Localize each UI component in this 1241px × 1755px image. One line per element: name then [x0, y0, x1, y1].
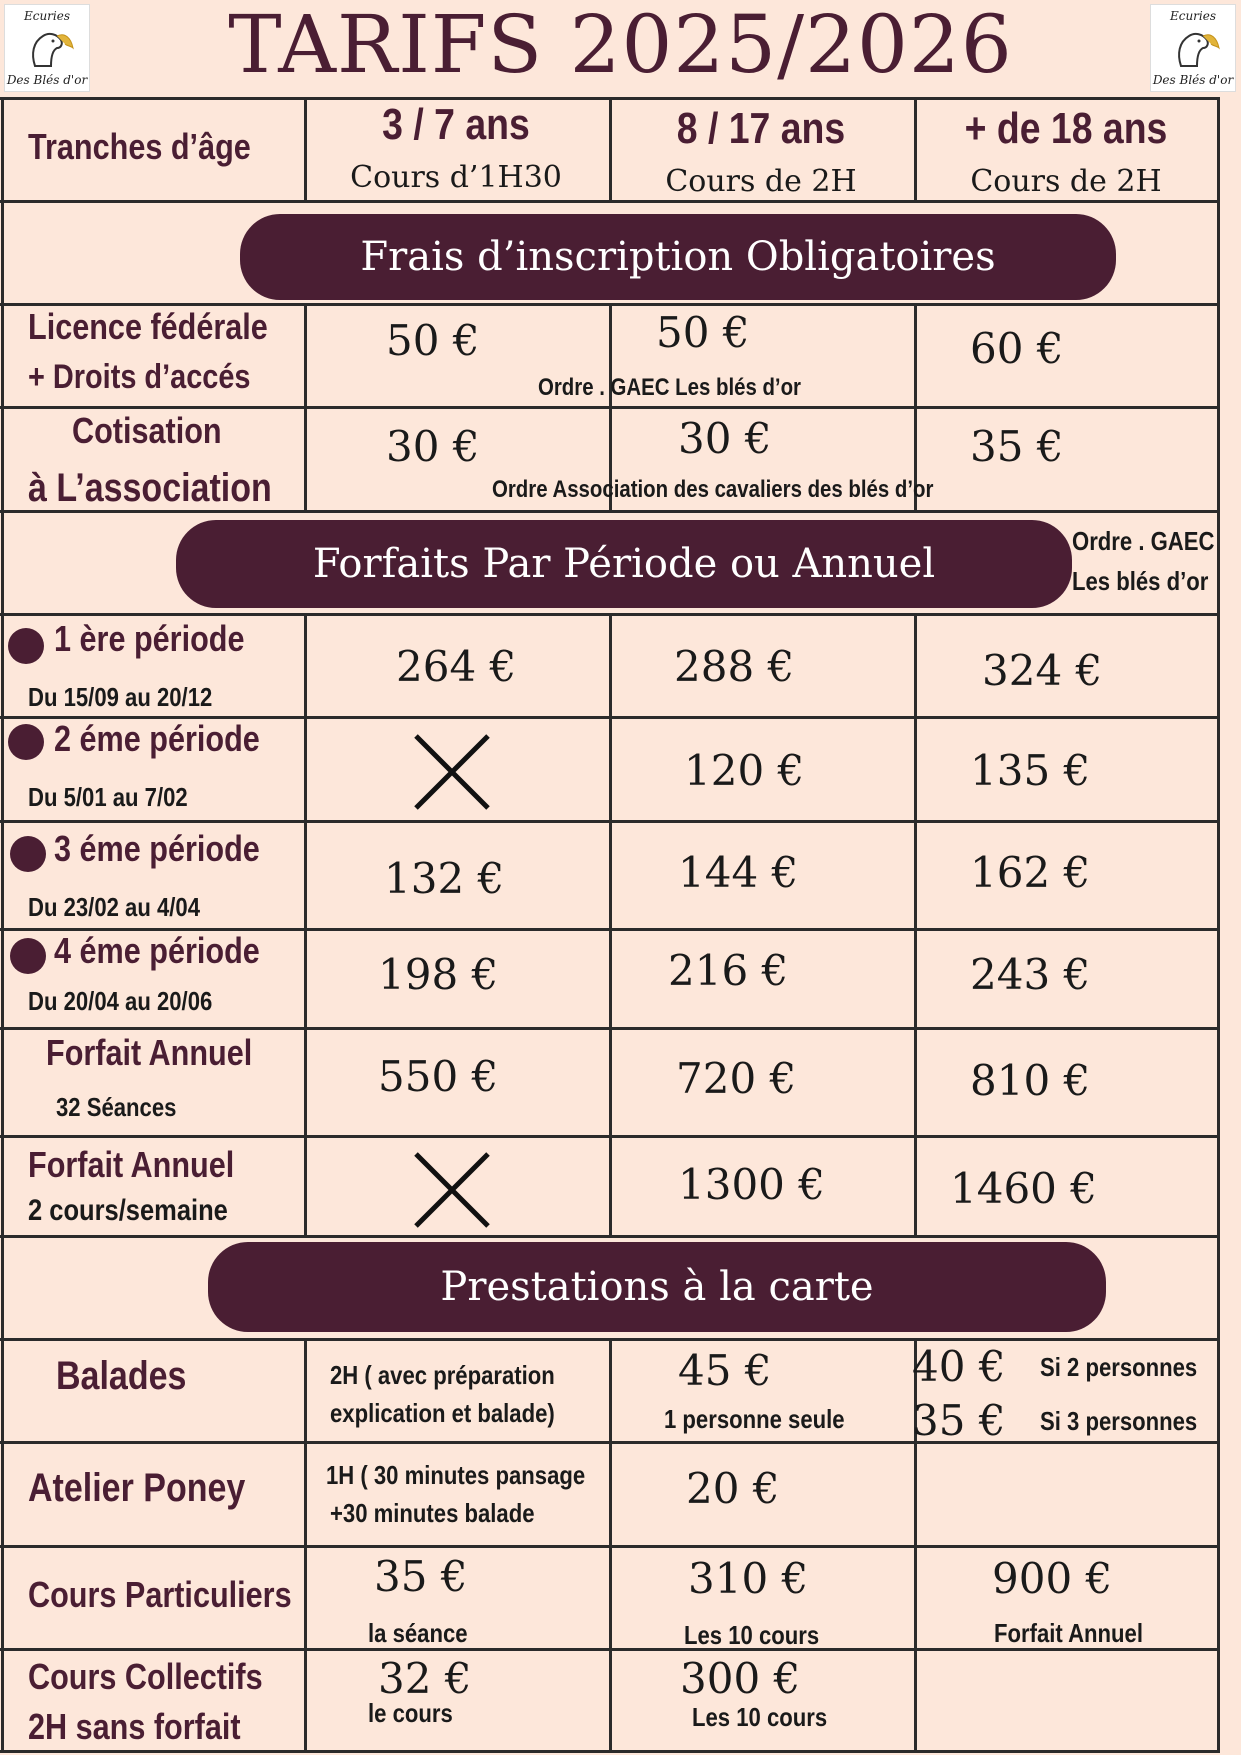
logo-text-bottom: Des Blés d'or	[1152, 73, 1234, 87]
period-1-price-1: 264 €	[396, 642, 517, 691]
collectifs-price-1: 32 €	[378, 1654, 472, 1703]
collectifs-price-2: 300 €	[680, 1654, 801, 1703]
cross-icon	[412, 732, 492, 812]
balades-three-note: Si 3 personnes	[1040, 1406, 1198, 1436]
cotisation-payment-note: Ordre Association des cavaliers des blés d’or	[492, 476, 934, 503]
age-col-2: 8 / 17 ans	[676, 104, 846, 153]
annual-sessions: 32 Séances	[56, 1092, 177, 1122]
cotisation-label: Cotisation	[72, 410, 222, 451]
period-1-label: 1 ère période	[54, 618, 245, 659]
age-col-1: 3 / 7 ans	[382, 100, 530, 149]
period-3-price-2: 144 €	[678, 848, 799, 897]
period-1-price-3: 324 €	[982, 646, 1103, 695]
period-3-price-1: 132 €	[384, 854, 505, 903]
annual-2x-price-2: 1300 €	[678, 1160, 825, 1209]
age-groups-label: Tranches d’âge	[28, 126, 251, 167]
annual-2x-sub: 2 cours/semaine	[28, 1194, 228, 1227]
collectifs-note-1: le cours	[368, 1698, 453, 1728]
atelier-desc-1: 1H ( 30 minutes pansage	[326, 1460, 586, 1490]
particuliers-label: Cours Particuliers	[28, 1574, 292, 1615]
cross-icon	[412, 1150, 492, 1230]
atelier-desc-2: +30 minutes balade	[330, 1498, 535, 1528]
period-4-label: 4 éme période	[54, 930, 260, 971]
balades-desc-1: 2H ( avec préparation	[330, 1360, 555, 1390]
period-1-price-2: 288 €	[674, 642, 795, 691]
balades-price-two: 40 €	[912, 1342, 1006, 1391]
collectifs-label-2: 2H sans forfait	[28, 1706, 241, 1747]
balades-price-three: 35 €	[912, 1396, 1006, 1445]
annual-price-1: 550 €	[378, 1052, 499, 1101]
page-title: TARIFS 2025/2026	[228, 0, 1013, 91]
balades-two-note: Si 2 personnes	[1040, 1352, 1198, 1382]
age-col-3: + de 18 ans	[964, 104, 1168, 153]
cotisation-label-2: à L’association	[28, 466, 272, 510]
section-registration: Frais d’inscription Obligatoires	[240, 214, 1116, 300]
bullet-icon	[10, 836, 46, 872]
bullet-icon	[10, 938, 46, 974]
period-2-dates: Du 5/01 au 7/02	[28, 782, 188, 812]
balades-single-note: 1 personne seule	[664, 1404, 845, 1434]
particuliers-price-3: 900 €	[992, 1554, 1113, 1603]
period-2-label: 2 éme période	[54, 718, 260, 759]
period-2-price-3: 135 €	[970, 746, 1091, 795]
annual-2x-price-3: 1460 €	[950, 1164, 1097, 1213]
licence-price-1: 50 €	[386, 316, 480, 365]
particuliers-note-2: Les 10 cours	[684, 1620, 820, 1650]
atelier-price: 20 €	[686, 1464, 780, 1513]
period-2-price-2: 120 €	[684, 746, 805, 795]
period-4-price-3: 243 €	[970, 950, 1091, 999]
annual-2x-label: Forfait Annuel	[28, 1144, 235, 1185]
licence-price-3: 60 €	[970, 324, 1064, 373]
annual-label: Forfait Annuel	[46, 1032, 253, 1073]
logo-text-top: Ecuries	[1169, 9, 1217, 23]
period-3-dates: Du 23/02 au 4/04	[28, 892, 200, 922]
period-3-label: 3 éme période	[54, 828, 260, 869]
balades-desc-2: explication et balade)	[330, 1398, 555, 1428]
bullet-icon	[8, 724, 44, 760]
course-col-2: Cours de 2H	[665, 164, 857, 199]
cotisation-price-2: 30 €	[678, 414, 772, 463]
licence-price-2: 50 €	[656, 308, 750, 357]
licence-payment-note: Ordre . GAEC Les blés d’or	[538, 374, 802, 401]
course-col-3: Cours de 2H	[970, 164, 1162, 199]
cotisation-price-1: 30 €	[386, 422, 480, 471]
packages-note-2: Les blés d’or	[1072, 566, 1209, 596]
period-4-dates: Du 20/04 au 20/06	[28, 986, 213, 1016]
atelier-label: Atelier Poney	[28, 1466, 246, 1510]
bullet-icon	[8, 628, 44, 664]
annual-price-3: 810 €	[970, 1056, 1091, 1105]
section-packages: Forfaits Par Période ou Annuel	[176, 520, 1072, 608]
particuliers-note-1: la séance	[368, 1618, 468, 1648]
cotisation-price-3: 35 €	[970, 422, 1064, 471]
collectifs-label: Cours Collectifs	[28, 1656, 263, 1697]
licence-label-2: + Droits d’accés	[28, 358, 251, 396]
particuliers-note-3: Forfait Annuel	[994, 1618, 1143, 1648]
collectifs-note-2: Les 10 cours	[692, 1702, 828, 1732]
section-alacarte: Prestations à la carte	[208, 1242, 1106, 1332]
logo-text-top: Ecuries	[23, 9, 71, 23]
course-col-1: Cours d’1H30	[350, 160, 562, 195]
particuliers-price-2: 310 €	[688, 1554, 809, 1603]
period-4-price-2: 216 €	[668, 946, 789, 995]
annual-price-2: 720 €	[676, 1054, 797, 1103]
logo-text-bottom: Des Blés d'or	[6, 73, 88, 87]
licence-label: Licence fédérale	[28, 306, 268, 347]
balades-label: Balades	[56, 1354, 187, 1398]
balades-price-single: 45 €	[678, 1346, 772, 1395]
period-3-price-3: 162 €	[970, 848, 1091, 897]
particuliers-price-1: 35 €	[374, 1552, 468, 1601]
period-4-price-1: 198 €	[378, 950, 499, 999]
packages-note-1: Ordre . GAEC	[1072, 526, 1215, 556]
period-1-dates: Du 15/09 au 20/12	[28, 682, 213, 712]
